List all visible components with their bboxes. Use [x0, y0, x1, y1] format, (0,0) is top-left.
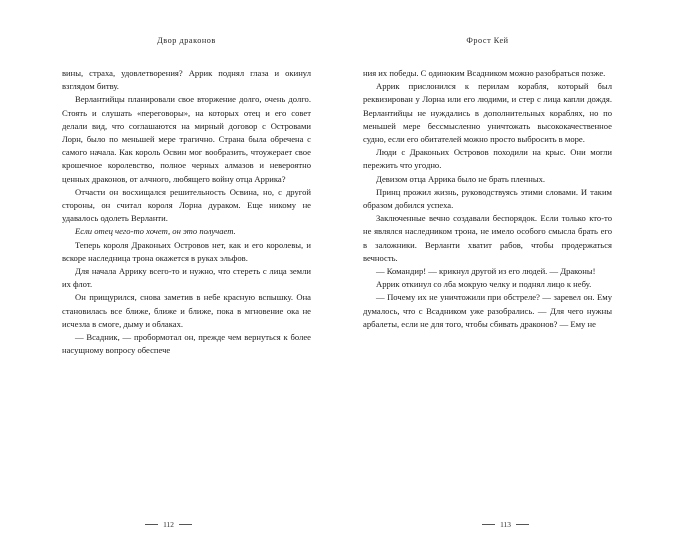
paragraph: Верлантийцы планировали свое вторжение долго, очень долго. Стоять и слушать «переговоры», на которых отец и его совет делали вид, что соглашаются на мирный договор с Островами Лорн, было по меньшей мере трагично. Страна была обречена с самого начала. Как король Освин мог вообразить, чтоужерает свое крошечное королевство, полное черных алмазов и невероятно ценных драконов, от алчного, любящего войну отца Аррика? [62, 94, 311, 184]
paragraph-italic: Если отец чего-то хочет, он это получает. [75, 226, 236, 237]
paragraph: Девизом отца Аррика было не брать пленных. [376, 173, 546, 184]
right-running-head: Фрост Кей [466, 36, 509, 45]
right-page-folio [337, 520, 674, 529]
right-page-body [363, 67, 612, 331]
paragraph: Отчасти он восхищался решительность Освина, но, с другой стороны, он считал короля Лорна дураком. Еще никому не удавалось одолеть Верланти. [62, 186, 311, 224]
paragraph: — Почему их не уничтожили при обстреле? — заревел он. Ему думалось, что с Всадником уже разобрались. — Для чего нужны арбалеты, если не для того, чтобы сбивать драконов? — Ему не [363, 292, 612, 329]
folio-number: 113 [500, 520, 511, 529]
paragraph: вины, страха, удовлетворения? Аррик поднял глаза и окинул взглядом битву. [62, 68, 311, 92]
left-running-head: Двор драконов [157, 36, 216, 45]
right-page [337, 0, 674, 555]
paragraph: Он прищурился, снова заметив в небе красную вспышку. Она становилась все ближе, ближе и ближе, пока в мгновение ока не исчезла в смоге, дыму и облаках. [62, 292, 311, 329]
folio-number: 112 [163, 520, 174, 529]
folio-rule-left [145, 524, 158, 525]
paragraph: Заключенные вечно создавали беспорядок. Если только кто-то не являлся наследником трона, не имело особого смысла брать его в заложники. Верланти хватит рабов, чтобы продержаться вечность. [363, 213, 612, 263]
left-page-folio [0, 520, 337, 529]
paragraph: — Командир! — крикнул другой из его людей. — Драконы! [376, 266, 596, 277]
paragraph: — Всадник, — пробормотал он, прежде чем вернуться к более насущному вопросу обеспече [62, 332, 311, 356]
folio-rule-right [516, 524, 529, 525]
paragraph: Люди с Драконьих Островов походили на крыс. Они могли пережить что угодно. [363, 147, 612, 171]
paragraph: Теперь короля Драконьих Островов нет, как и его королевы, и вскоре наследница трона окажется в руках эльфов. [62, 239, 311, 263]
paragraph: Аррик откинул со лба мокрую челку и поднял лицо к небу. [376, 279, 592, 290]
folio-rule-right [179, 524, 192, 525]
paragraph: ния их победы. С одиноким Всадником можно разобраться позже. [363, 68, 606, 78]
folio-rule-left [482, 524, 495, 525]
paragraph: Для начала Аррику всего-то и нужно, что стереть с лица земли их флот. [62, 266, 311, 290]
paragraph: Принц прожил жизнь, руководствуясь этими словами. И таким образом добился успеха. [363, 186, 612, 211]
left-page-body [62, 67, 311, 357]
paragraph: Аррик прислонился к перилам корабля, который был реквизирован у Лорна или его людими, и стер с лица капли дождя. Верлантийцы не нуждались в дополнительных кораблях, но по меньшей мере бессмысленно уничтожать высококачественное судно, если его обитателей можно просто выбросить в море. [363, 81, 612, 145]
